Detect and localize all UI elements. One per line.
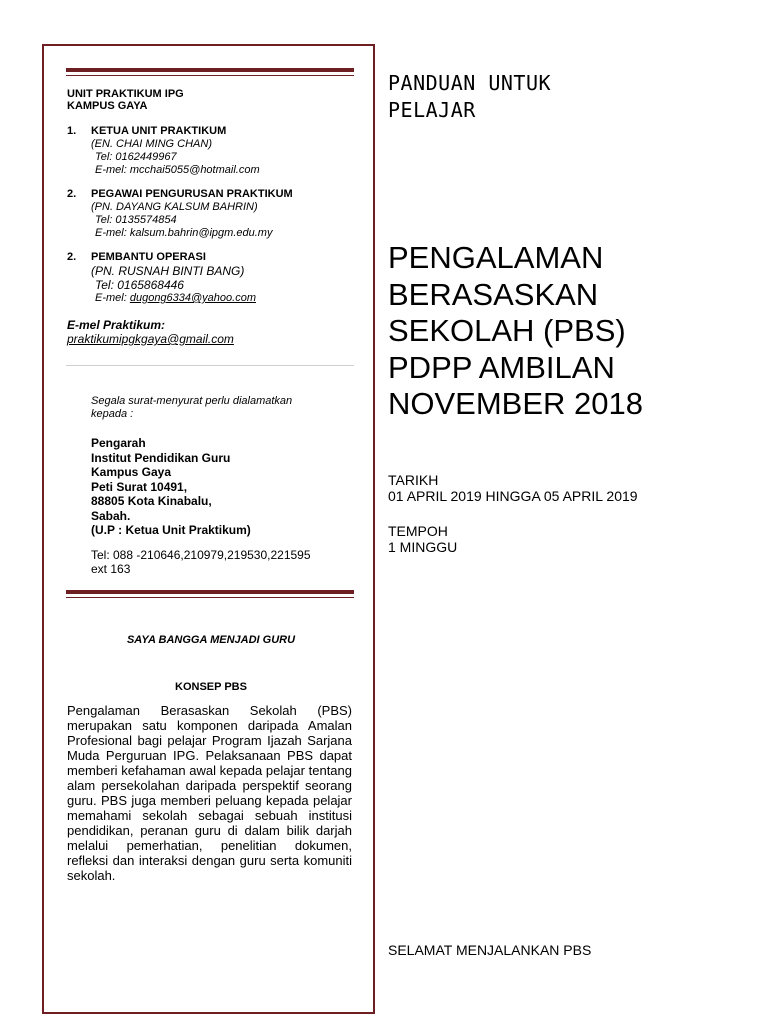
address-line: Institut Pendidikan Guru [91,450,231,465]
title-line: PDPP AMBILAN [388,349,615,385]
motto: SAYA BANGGA MENJADI GURU [126,634,296,646]
document-title [388,240,643,423]
guide-heading-line2: PELAJAR [388,98,476,122]
title-line: SEKOLAH (PBS) [388,313,626,348]
office-tel-line2: ext 163 [91,562,131,576]
contact-3-role: PEMBANTU OPERASI [91,251,206,263]
mailing-address [91,436,251,538]
surat-instruction-line2: kepada : [91,408,134,420]
contact-3-email-link[interactable]: dugong6334@yahoo.com [129,292,256,304]
contact-2-role: PEGAWAI PENGURUSAN PRAKTIKUM [91,188,293,200]
address-line: 88805 Kota Kinabalu, [91,494,212,508]
contact-2-email: E-mel: kalsum.bahrin@ipgm.edu.my [95,227,273,239]
contact-3-number: 2. [67,251,77,263]
address-line: (U.P : Ketua Unit Praktikum) [91,523,251,537]
konsep-body: Pengalaman Berasaskan Sekolah (PBS) merupakan satu komponen daripada Amalan Profesional bagi pelajar Program Ijazah Sarjana Muda Perguruan IPG. Pelaksanaan PBS dapat memberi kefahaman awal kepada pelajar tentang alam persekolahan daripada perspektif seorang guru. PBS juga memberi peluang kepada pelajar memahami sekolah sebagai sebuah institusi pendidikan, peranan guru di dalam bilik darjah melalui pemerhatian, penelitian dokumen, refleksi dan interaksi dengan guru serta komuniti sekolah. [67,703,352,883]
top-divider [66,68,354,76]
contact-1-name: (EN. CHAI MING CHAN) [91,138,212,150]
tempoh-label: TEMPOH [388,523,448,539]
guide-heading-line1: PANDUAN UNTUK [388,71,552,95]
contact-1-role: KETUA UNIT PRAKTIKUM [91,125,227,137]
address-line: Pengarah [91,436,146,450]
tarikh-value: 01 APRIL 2019 HINGGA 05 APRIL 2019 [388,488,638,504]
closing-message: SELAMAT MENJALANKAN PBS [388,942,592,958]
title-line: PENGALAMAN [388,240,604,275]
title-line: BERASASKAN [388,276,599,312]
konsep-title: KONSEP PBS [175,681,247,693]
surat-instruction-line1: Segala surat-menyurat perlu dialamatkan [91,395,293,407]
contact-1-tel: Tel: 0162449967 [95,151,177,163]
office-tel-line1: Tel: 088 -210646,210979,219530,221595 [91,548,311,562]
contact-1-number: 1. [67,125,77,137]
contact-3-email-prefix: E-mel: [95,292,130,304]
contact-2-number: 2. [67,188,77,200]
emel-praktikum-label: E-mel Praktikum: [67,318,166,332]
contact-2-name: (PN. DAYANG KALSUM BAHRIN) [91,201,258,213]
address-line: Peti Surat 10491, [91,479,188,494]
bottom-divider [66,590,354,598]
contact-3-tel: Tel: 0165868446 [95,278,184,292]
tarikh-label: TARIKH [388,472,439,488]
contact-3-email [95,292,256,305]
contact-3-name: (PN. RUSNAH BINTI BANG) [91,264,245,278]
emel-praktikum-link[interactable]: praktikumipgkgaya@gmail.com [67,332,234,346]
duration-section [388,523,457,555]
contact-2-tel: Tel: 0135574854 [95,214,177,226]
unit-name-line1: UNIT PRAKTIKUM IPG [67,88,184,100]
contact-1-email: E-mel: mcchai5055@hotmail.com [95,164,260,176]
tempoh-value: 1 MINGGU [388,539,458,555]
section-divider [66,365,354,366]
guide-heading [388,70,551,124]
address-line: Sabah. [91,508,131,523]
title-line: NOVEMBER 2018 [388,386,643,421]
unit-name-line2: KAMPUS GAYA [67,100,148,112]
address-line: Kampus Gaya [91,465,172,479]
date-section [388,472,638,504]
